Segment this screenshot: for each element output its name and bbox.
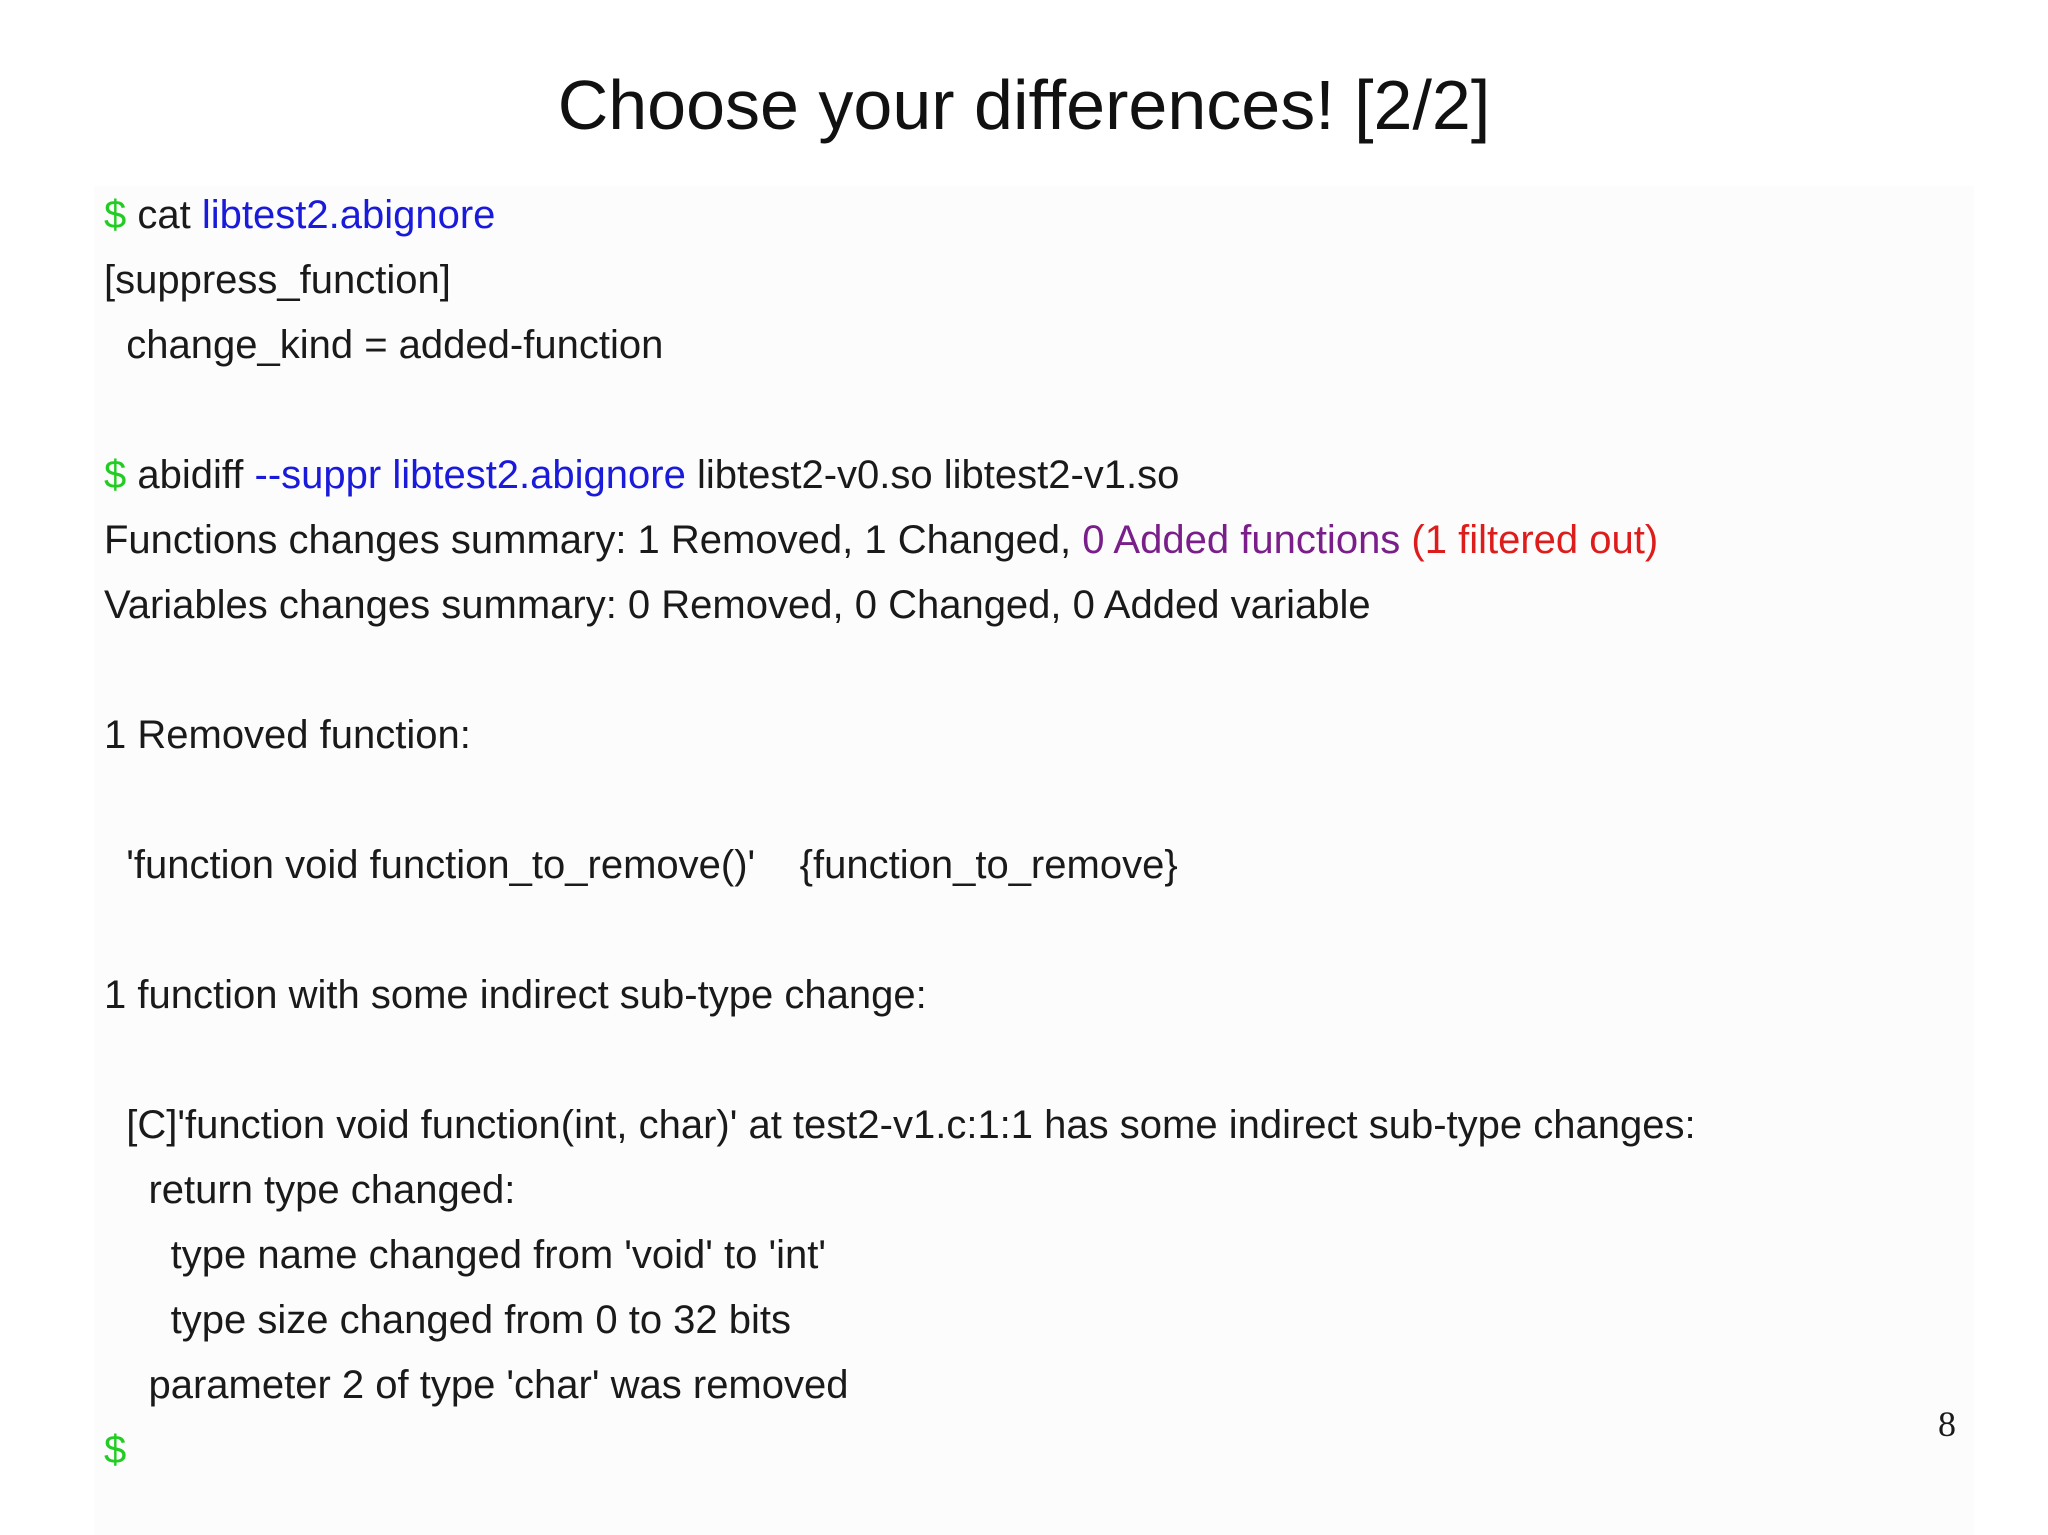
- functions-summary-filtered: (1 filtered out): [1411, 518, 1659, 562]
- cat-command-line: [104, 190, 495, 240]
- page-number: 8: [1938, 1404, 1956, 1444]
- indirect-change-header: 1 function with some indirect sub-type change:: [104, 973, 927, 1017]
- functions-summary-added: 0 Added functions: [1082, 518, 1412, 562]
- slide-title: Choose your differences! [2/2]: [557, 66, 1491, 144]
- parameter-removed-line: parameter 2 of type 'char' was removed: [104, 1363, 849, 1407]
- type-name-changed-line: type name changed from 'void' to 'int': [104, 1233, 827, 1277]
- abidiff-command: abidiff: [126, 453, 255, 497]
- indirect-change-item: [C]'function void function(int, char)' at test2-v1.c:1:1 has some indirect sub-type changes:: [104, 1103, 1696, 1147]
- abidiff-command-line: [104, 450, 1179, 500]
- return-type-changed-line: return type changed:: [104, 1168, 516, 1212]
- final-prompt: $: [104, 1428, 127, 1472]
- abidiff-args: libtest2-v0.so libtest2-v1.so: [685, 453, 1180, 497]
- cat-command: cat: [126, 193, 202, 237]
- prompt-symbol: $: [104, 453, 127, 497]
- functions-summary-prefix: Functions changes summary: 1 Removed, 1 Changed,: [104, 518, 1083, 562]
- suppr-flag: --suppr libtest2.abignore: [254, 453, 686, 497]
- type-size-changed-line: type size changed from 0 to 32 bits: [104, 1298, 792, 1342]
- removed-function-header: 1 Removed function:: [104, 713, 471, 757]
- removed-function-item: 'function void function_to_remove()' {function_to_remove}: [104, 843, 1178, 887]
- variables-summary-line: Variables changes summary: 0 Removed, 0 Changed, 0 Added variable: [104, 583, 1371, 627]
- change-kind-line: change_kind = added-function: [104, 323, 664, 367]
- cat-file: libtest2.abignore: [201, 193, 496, 237]
- functions-summary-line: [104, 515, 1658, 565]
- prompt-symbol: $: [104, 193, 127, 237]
- suppress-header-line: [suppress_function]: [104, 258, 451, 302]
